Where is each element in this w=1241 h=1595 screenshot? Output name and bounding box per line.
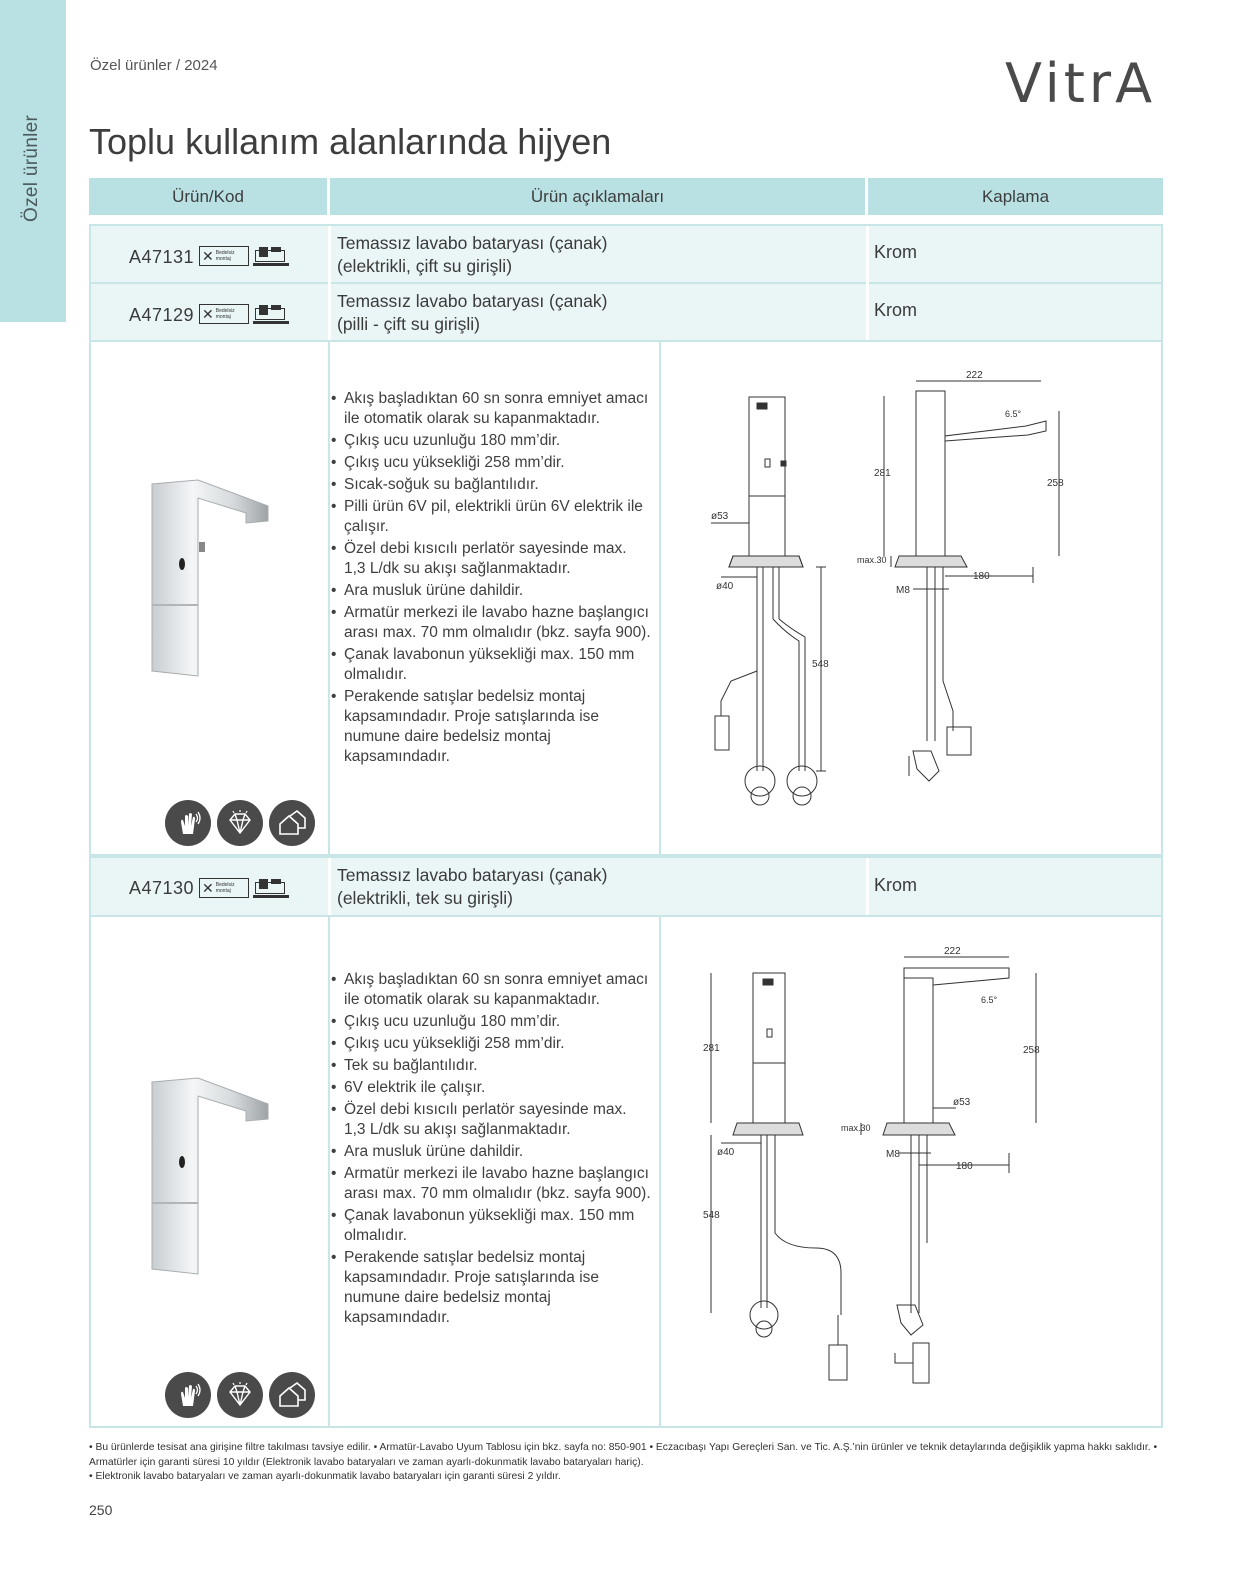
dimension-label: ø40: [716, 581, 734, 592]
product-finish: Krom: [874, 875, 918, 895]
feature-item: • Akış başladıktan 60 sn sonra emniyet amacı ile otomatik olarak su kapanmaktadır.: [331, 970, 651, 1010]
installation-badges: [199, 246, 289, 266]
feature-item: • Sıcak-soğuk su bağlantılıdır.: [331, 475, 651, 495]
side-section-tab: [0, 0, 66, 322]
feature-item: • Pilli ürün 6V pil, elektrikli ürün 6V elektrik ile çalışır.: [331, 497, 651, 537]
product-row: [91, 284, 1161, 340]
dimension-label: 222: [944, 946, 961, 957]
dimension-label: 258: [1023, 1045, 1040, 1056]
free-installation-badge: ✕ Bedelsiz montaj: [199, 878, 249, 898]
brand-logo: VitrA: [1005, 52, 1157, 115]
dimension-label: ø53: [711, 511, 729, 522]
column-header-code: Ürün/Kod: [89, 178, 327, 215]
feature-item: • Çıkış ucu uzunluğu 180 mm’dir.: [331, 431, 651, 451]
page-number: 250: [89, 1502, 113, 1518]
feature-list: [331, 389, 651, 769]
dimension-label: M8: [886, 1149, 900, 1160]
dimension-label: 222: [966, 371, 983, 381]
dimension-label: M8: [896, 585, 910, 596]
faucet-product-image: [146, 476, 276, 686]
touchless-sensor-icon: [165, 800, 211, 846]
feature-list: [331, 970, 651, 1330]
diamond-quality-icon: [217, 1372, 263, 1418]
free-installation-badge: ✕ Bedelsiz montaj: [199, 304, 249, 324]
product-finish: Krom: [874, 242, 918, 262]
feature-item: • Çanak lavabonun yüksekliği max. 150 mm olmalıdır.: [331, 645, 651, 685]
dimension-label: 281: [703, 1043, 720, 1054]
product-code: A47131: [129, 247, 195, 267]
dimension-label: 6.5°: [1005, 409, 1022, 419]
dimension-label: 180: [956, 1161, 973, 1172]
home-project-icon: [269, 800, 315, 846]
feature-item: • Çanak lavabonun yüksekliği max. 150 mm olmalıdır.: [331, 1206, 651, 1246]
dimension-label: max.30: [841, 1123, 871, 1133]
installation-badges: [199, 304, 289, 324]
product-description: Temassız lavabo bataryası (çanak) (elektrikli, tek su girişli): [337, 865, 608, 908]
product-row: [91, 858, 1161, 915]
faucet-product-image: [146, 1074, 276, 1284]
mounting-badge: [253, 878, 289, 898]
dimension-label: max.30: [857, 555, 887, 565]
dimension-label: ø53: [953, 1097, 971, 1108]
dimension-label: 548: [703, 1210, 720, 1221]
product-group-1: [89, 224, 1163, 856]
feature-item: • Çıkış ucu yüksekliği 258 mm’dir.: [331, 453, 651, 473]
feature-item: • Ara musluk ürüne dahildir.: [331, 1142, 651, 1162]
column-header-description: Ürün açıklamaları: [330, 178, 865, 215]
dimension-label: 548: [812, 659, 829, 670]
dimension-label: 258: [1047, 478, 1064, 489]
feature-item: • Özel debi kısıcılı perlatör sayesinde max. 1,3 L/dk su akışı sağlanmaktadır.: [331, 1100, 651, 1140]
product-code: A47129: [129, 305, 195, 325]
diamond-quality-icon: [217, 800, 263, 846]
feature-item: • Perakende satışlar bedelsiz montaj kapsamındadır. Proje satışlarında ise numune daire bedelsiz montaj kapsamındadır.: [331, 687, 651, 767]
dimension-label: 281: [874, 468, 891, 479]
dimension-label: 6.5°: [981, 995, 998, 1005]
feature-item: • Perakende satışlar bedelsiz montaj kapsamındadır. Proje satışlarında ise numune daire bedelsiz montaj kapsamındadır.: [331, 1248, 651, 1328]
section-label: Özel ürünler / 2024: [90, 57, 218, 74]
home-project-icon: [269, 1372, 315, 1418]
product-group-2: [89, 856, 1163, 1428]
feature-item: • Armatür merkezi ile lavabo hazne başlangıcı arası max. 70 mm olmalıdır (bkz. sayfa 900).: [331, 1164, 651, 1204]
product-finish: Krom: [874, 300, 918, 320]
feature-item: • Akış başladıktan 60 sn sonra emniyet amacı ile otomatik olarak su kapanmaktadır.: [331, 389, 651, 429]
touchless-sensor-icon: [165, 1372, 211, 1418]
dimension-label: 180: [973, 571, 990, 582]
feature-item: • 6V elektrik ile çalışır.: [331, 1078, 651, 1098]
feature-item: • Çıkış ucu yüksekliği 258 mm’dir.: [331, 1034, 651, 1054]
product-description: Temassız lavabo bataryası (çanak) (pilli - çift su girişli): [337, 291, 608, 334]
column-header-finish: Kaplama: [868, 178, 1163, 215]
free-installation-badge: ✕ Bedelsiz montaj: [199, 246, 249, 266]
feature-item: • Tek su bağlantılıdır.: [331, 1056, 651, 1076]
product-description: Temassız lavabo bataryası (çanak) (elektrikli, çift su girişli): [337, 233, 608, 276]
footnote: • Bu ürünlerde tesisat ana girişine filtre takılması tavsiye edilir. • Armatür-Lavabo Uyum Tablosu için bkz. sayfa no: 850-901 • Eczacıbaşı Yapı Gereçleri San. ve Tic. A.Ş.’nin ürünler ve teknik detaylarında değişiklik yapma hakkı saklıdır. • Armatürler için garanti süresi 10 yıldır (Elektronik lavabo bataryaları ve zaman ayarlı-dokunmatik lavabo bataryaları hariç). • Elektronik lavabo bataryaları ve zaman ayarlı-dokunmatik lavabo bataryaları için garanti süresi 2 yıldır.: [89, 1442, 1158, 1482]
technical-drawing: [691, 943, 1091, 1403]
feature-item: • Özel debi kısıcılı perlatör sayesinde max. 1,3 L/dk su akışı sağlanmaktadır.: [331, 539, 651, 579]
dimension-label: ø40: [717, 1147, 735, 1158]
mounting-badge: [253, 304, 289, 324]
feature-item: • Çıkış ucu uzunluğu 180 mm’dir.: [331, 1012, 651, 1032]
mounting-badge: [253, 246, 289, 266]
installation-badges: [199, 878, 289, 898]
product-code: A47130: [129, 878, 195, 898]
feature-item: • Armatür merkezi ile lavabo hazne başlangıcı arası max. 70 mm olmalıdır (bkz. sayfa 900).: [331, 603, 651, 643]
feature-item: • Ara musluk ürüne dahildir.: [331, 581, 651, 601]
technical-drawing: [691, 371, 1091, 831]
product-row: [91, 226, 1161, 282]
side-tab-label: Özel ürünler: [21, 114, 42, 222]
page-title: Toplu kullanım alanlarında hijyen: [89, 121, 612, 162]
